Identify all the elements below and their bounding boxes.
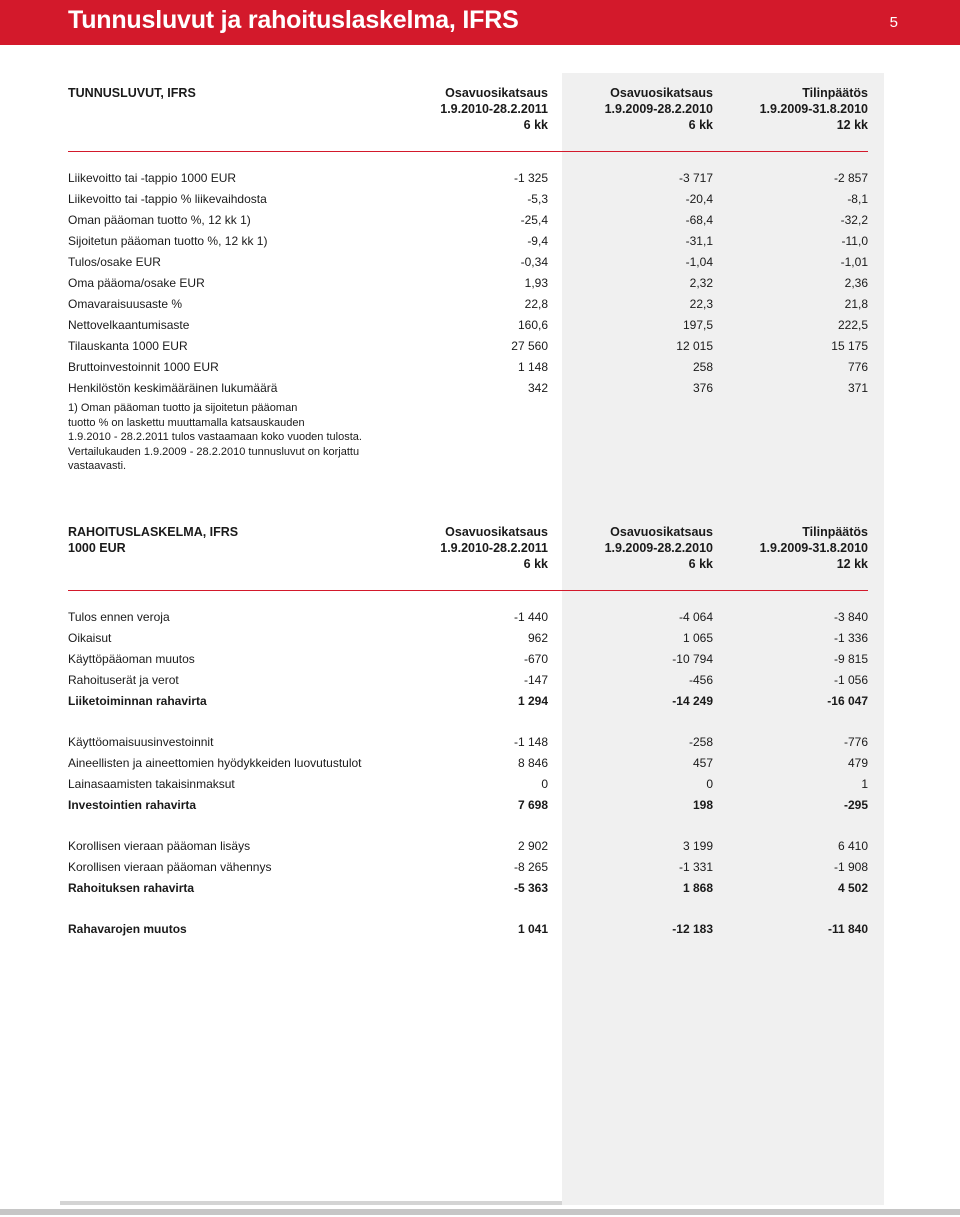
row-label: Oma pääoma/osake EUR	[68, 276, 205, 290]
spacer-row	[68, 899, 868, 919]
table-row	[68, 210, 868, 231]
row-value: -3 840	[833, 610, 868, 624]
row-value: -295	[843, 798, 868, 812]
row-value: -1 336	[833, 631, 868, 645]
row-value: -9,4	[527, 234, 548, 248]
row-value: -147	[523, 673, 548, 687]
row-value: 21,8	[844, 297, 868, 311]
row-value: -776	[843, 735, 868, 749]
row-value: -25,4	[520, 213, 548, 227]
row-value: 22,8	[524, 297, 548, 311]
table-row	[68, 315, 868, 336]
row-value: -1,04	[685, 255, 713, 269]
row-label: Korollisen vieraan pääoman lisäys	[68, 839, 251, 853]
row-value: -11 840	[827, 922, 868, 936]
row-value: 1 148	[517, 360, 548, 374]
row-label: Omavaraisuusaste %	[68, 297, 183, 311]
table-row	[68, 252, 868, 273]
row-value: -9 815	[833, 652, 868, 666]
row-value: -10 794	[672, 652, 713, 666]
row-value: -1,01	[840, 255, 868, 269]
row-value: 160,6	[517, 318, 548, 332]
cashflow-column-header: Osavuosikatsaus 1.9.2010-28.2.2011 6 kk	[388, 524, 548, 591]
table-row	[68, 294, 868, 315]
row-value: -3 717	[678, 171, 713, 185]
row-value: -0,34	[520, 255, 548, 269]
row-value: 1 065	[682, 631, 713, 645]
row-value: 8 846	[517, 756, 548, 770]
kpi-section	[68, 85, 868, 399]
row-value: -1 148	[513, 735, 548, 749]
row-value: -1 325	[513, 171, 548, 185]
row-label: Investointien rahavirta	[68, 798, 197, 812]
row-value: -31,1	[685, 234, 713, 248]
row-label: Bruttoinvestoinnit 1000 EUR	[68, 360, 219, 374]
row-value: -456	[688, 673, 713, 687]
row-value: 6 410	[837, 839, 868, 853]
kpi-column-header: Osavuosikatsaus 1.9.2009-28.2.2010 6 kk	[548, 85, 713, 152]
row-value: -8 265	[513, 860, 548, 874]
row-label: Käyttöpääoman muutos	[68, 652, 195, 666]
kpi-column-header: Osavuosikatsaus 1.9.2010-28.2.2011 6 kk	[388, 85, 548, 152]
row-value: -16 047	[827, 694, 868, 708]
table-row	[68, 649, 868, 670]
table-row	[68, 378, 868, 399]
kpi-column-header: Tilinpäätös 1.9.2009-31.8.2010 12 kk	[713, 85, 868, 152]
row-label: Tilauskanta 1000 EUR	[68, 339, 188, 353]
row-value: 15 175	[831, 339, 868, 353]
spacer-row	[68, 816, 868, 836]
row-value: 0	[706, 777, 713, 791]
cashflow-rows	[68, 607, 868, 940]
subtotal-row	[68, 795, 868, 816]
row-value: -11,0	[841, 234, 868, 248]
bottom-rule	[0, 1209, 960, 1215]
row-value: 222,5	[837, 318, 868, 332]
table-row	[68, 753, 868, 774]
row-label: Lainasaamisten takaisinmaksut	[68, 777, 235, 791]
row-value: 962	[527, 631, 548, 645]
row-value: -1 056	[833, 673, 868, 687]
row-value: 0	[541, 777, 548, 791]
row-value: 479	[847, 756, 868, 770]
table-row	[68, 774, 868, 795]
row-value: 342	[527, 381, 548, 395]
row-value: 7 698	[517, 798, 548, 812]
cashflow-column-header: Tilinpäätös 1.9.2009-31.8.2010 12 kk	[713, 524, 868, 591]
table-row	[68, 836, 868, 857]
subtotal-row	[68, 878, 868, 899]
row-value: 197,5	[682, 318, 713, 332]
cashflow-table	[68, 524, 868, 940]
row-value: 776	[847, 360, 868, 374]
row-value: -32,2	[840, 213, 868, 227]
row-value: -14 249	[672, 694, 713, 708]
row-value: -5,3	[527, 192, 548, 206]
row-value: -68,4	[685, 213, 713, 227]
row-value: 376	[692, 381, 713, 395]
cashflow-header-row	[68, 524, 868, 591]
cashflow-column-header: Osavuosikatsaus 1.9.2009-28.2.2010 6 kk	[548, 524, 713, 591]
row-value: -2 857	[833, 171, 868, 185]
row-value: 1 868	[682, 881, 713, 895]
page-title: Tunnusluvut ja rahoituslaskelma, IFRS	[68, 6, 519, 34]
row-label: Tulos/osake EUR	[68, 255, 161, 269]
row-label: Rahoituksen rahavirta	[68, 881, 195, 895]
row-value: -1 908	[833, 860, 868, 874]
table-row	[68, 628, 868, 649]
footnote: 1) Oman pääoman tuotto ja sijoitetun pääoman tuotto % on laskettu muuttamalla katsauskauden 1.9.2010 - 28.2.2011 tulos vastaamaan koko vuoden tulosta. Vertailukauden 1.9.2009 - 28.2.2010 tunnusluvut on korjattu vastaavasti.	[68, 402, 362, 472]
table-row	[68, 357, 868, 378]
header-bar	[0, 0, 960, 45]
row-value: 457	[692, 756, 713, 770]
table-row	[68, 607, 868, 628]
subtotal-row	[68, 691, 868, 712]
row-label: Aineellisten ja aineettomien hyödykkeiden luovutustulot	[68, 756, 362, 770]
kpi-title: TUNNUSLUVUT, IFRS	[68, 85, 388, 152]
row-label: Tulos ennen veroja	[68, 610, 170, 624]
row-value: -4 064	[678, 610, 713, 624]
table-row	[68, 336, 868, 357]
page-number: 5	[889, 14, 898, 31]
row-label: Liiketoiminnan rahavirta	[68, 694, 207, 708]
cashflow-section	[68, 524, 868, 940]
row-value: 258	[692, 360, 713, 374]
row-label: Henkilöstön keskimääräinen lukumäärä	[68, 381, 278, 395]
table-row	[68, 168, 868, 189]
row-value: -1 331	[678, 860, 713, 874]
table-row	[68, 732, 868, 753]
row-value: -20,4	[685, 192, 713, 206]
kpi-table	[68, 85, 868, 399]
row-value: 1	[861, 777, 868, 791]
row-label: Liikevoitto tai -tappio 1000 EUR	[68, 171, 237, 185]
table-row	[68, 231, 868, 252]
row-value: -1 440	[513, 610, 548, 624]
row-value: 198	[692, 798, 713, 812]
row-value: 371	[847, 381, 868, 395]
row-value: -8,1	[847, 192, 868, 206]
row-value: 1,93	[524, 276, 548, 290]
row-value: 1 294	[517, 694, 548, 708]
row-label: Oman pääoman tuotto %, 12 kk 1)	[68, 213, 251, 227]
row-label: Nettovelkaantumisaste	[68, 318, 190, 332]
row-value: 22,3	[689, 297, 713, 311]
row-value: 2,36	[844, 276, 868, 290]
row-label: Rahavarojen muutos	[68, 922, 187, 936]
row-value: 2 902	[517, 839, 548, 853]
table-row	[68, 273, 868, 294]
row-label: Liikevoitto tai -tappio % liikevaihdosta	[68, 192, 267, 206]
row-value: -12 183	[672, 922, 713, 936]
subtotal-row	[68, 919, 868, 940]
row-value: -670	[523, 652, 548, 666]
row-label: Korollisen vieraan pääoman vähennys	[68, 860, 272, 874]
row-value: -5 363	[513, 881, 548, 895]
row-value: 3 199	[682, 839, 713, 853]
row-value: 1 041	[517, 922, 548, 936]
row-value: 2,32	[689, 276, 713, 290]
kpi-rows	[68, 168, 868, 399]
row-label: Oikaisut	[68, 631, 112, 645]
cashflow-title: RAHOITUSLASKELMA, IFRS 1000 EUR	[68, 524, 388, 591]
row-label: Käyttöomaisuusinvestoinnit	[68, 735, 214, 749]
spacer-row	[68, 712, 868, 732]
row-label: Rahoituserät ja verot	[68, 673, 179, 687]
row-value: 4 502	[837, 881, 868, 895]
row-value: 27 560	[511, 339, 548, 353]
kpi-header-row	[68, 85, 868, 152]
table-row	[68, 857, 868, 878]
table-row	[68, 670, 868, 691]
row-value: 12 015	[676, 339, 713, 353]
table-row	[68, 189, 868, 210]
row-value: -258	[688, 735, 713, 749]
row-label: Sijoitetun pääoman tuotto %, 12 kk 1)	[68, 234, 268, 248]
